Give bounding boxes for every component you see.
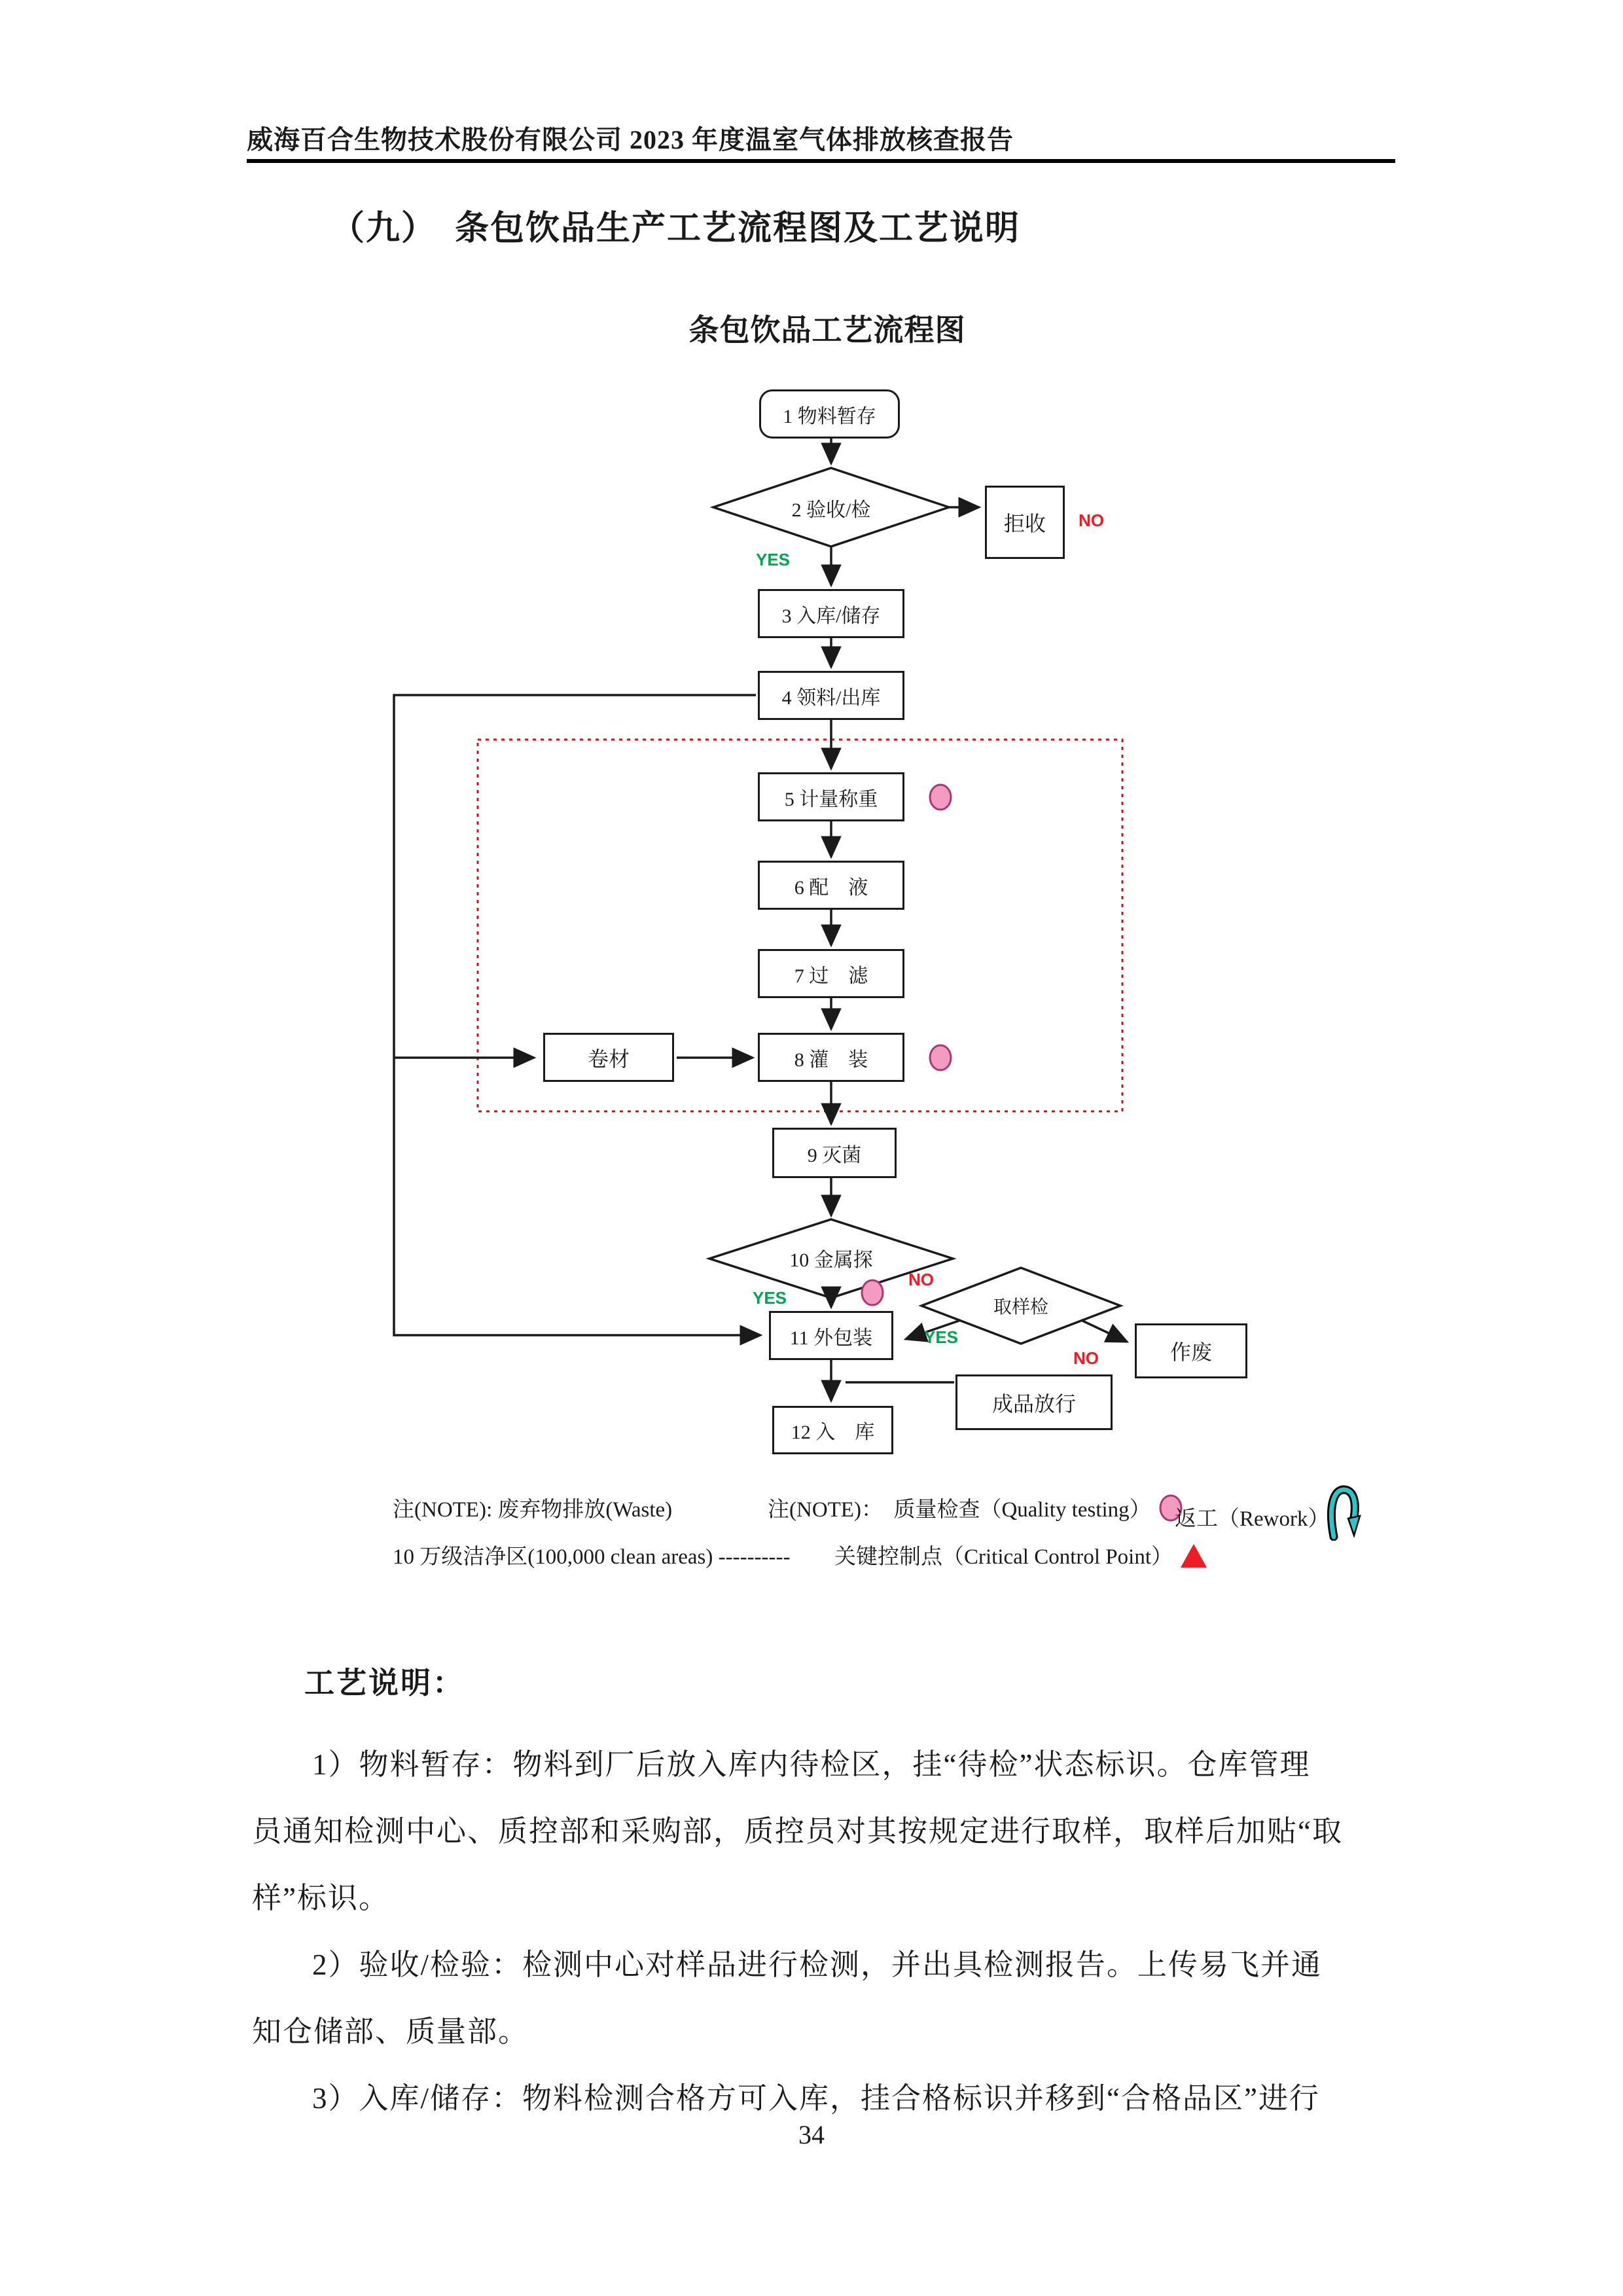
body-line: 员通知检测中心、质控部和采购部，质控员对其按规定进行取样，取样后加贴“取	[252, 1814, 1343, 1848]
node-scrap: 作废	[1135, 1323, 1247, 1378]
process-description-heading: 工艺说明：	[304, 1666, 465, 1700]
node-sampling-check-label: 取样检	[993, 1297, 1048, 1318]
rework-arrow-icon	[1327, 1483, 1362, 1541]
node-warehousing-storage: 3 入库/储存	[758, 589, 904, 638]
section-heading: （九） 条包饮品生产工艺流程图及工艺说明	[330, 209, 1021, 247]
node-receiving-check-label: 2 验收/检	[791, 499, 871, 521]
branch-metal-no: NO	[908, 1270, 934, 1289]
node-final-warehousing: 12 入 库	[772, 1406, 893, 1454]
node-metal-detection-label: 10 金属探	[789, 1249, 873, 1271]
branch-metal-yes: YES	[753, 1288, 787, 1308]
legend-quality	[768, 1492, 1184, 1523]
body-line: 1）物料暂存：物料到厂后放入库内待检区，挂“待检”状态标识。仓库管理	[312, 1748, 1311, 1781]
quality-check-circle-weighing	[930, 785, 951, 810]
header-rule	[247, 159, 1395, 163]
flowchart-title: 条包饮品工艺流程图	[688, 313, 966, 347]
node-outer-packaging: 11 外包装	[769, 1311, 893, 1360]
node-filtration: 7 过 滤	[758, 949, 904, 998]
node-reject: 拒收	[985, 486, 1065, 559]
legend-clean-area	[393, 1539, 791, 1570]
node-roll-material: 卷材	[543, 1033, 674, 1082]
node-material-staging: 1 物料暂存	[759, 389, 900, 439]
body-line: 样”标识。	[252, 1881, 389, 1914]
body-line: 3）入库/储存：物料检测合格方可入库，挂合格标识并移到“合格品区”进行	[312, 2081, 1320, 2115]
branch-receive-no: NO	[1079, 511, 1104, 530]
quality-check-circle-filling	[930, 1045, 951, 1070]
page-header: 威海百合生物技术股份有限公司 2023 年度温室气体排放核查报告	[247, 125, 1014, 154]
page-number: 34	[798, 2120, 825, 2149]
process-description	[252, 1728, 1404, 2128]
branch-receive-yes: YES	[756, 550, 791, 569]
legend-waste	[393, 1492, 672, 1523]
node-weighing: 5 计量称重	[758, 772, 904, 821]
legend-ccp	[834, 1539, 1208, 1570]
legend-rework-text: 返工（Rework）	[1175, 1507, 1330, 1531]
legend-rework	[1175, 1492, 1362, 1541]
body-line: 知仓储部、质量部。	[252, 2015, 529, 2048]
legend-quality-text: 注(NOTE)： 质量检查（Quality testing）	[768, 1498, 1151, 1522]
ccp-triangle-icon	[1179, 1541, 1208, 1569]
quality-check-circle-metal	[862, 1280, 883, 1305]
branch-sample-no: NO	[1073, 1348, 1099, 1368]
legend-clean-area-text: 10 万级洁净区(100,000 clean areas) ----------	[393, 1545, 791, 1569]
legend-ccp-text: 关键控制点（Critical Control Point）	[834, 1545, 1173, 1569]
arrow-sampling-scrap	[1081, 1320, 1127, 1342]
body-line: 2）验收/检验：检测中心对样品进行检测，并出具检测报告。上传易飞并通	[312, 1948, 1323, 1981]
node-product-release: 成品放行	[955, 1374, 1113, 1430]
node-filling: 8 灌 装	[758, 1033, 904, 1082]
branch-sample-yes: YES	[924, 1327, 959, 1347]
legend-waste-text: 注(NOTE): 废弃物排放(Waste)	[393, 1498, 673, 1522]
node-picking-outbound: 4 领料/出库	[758, 671, 904, 720]
node-liquid-preparation: 6 配 液	[758, 861, 904, 910]
node-sterilization: 9 灭菌	[772, 1128, 897, 1178]
return-line-4-11	[394, 695, 760, 1335]
